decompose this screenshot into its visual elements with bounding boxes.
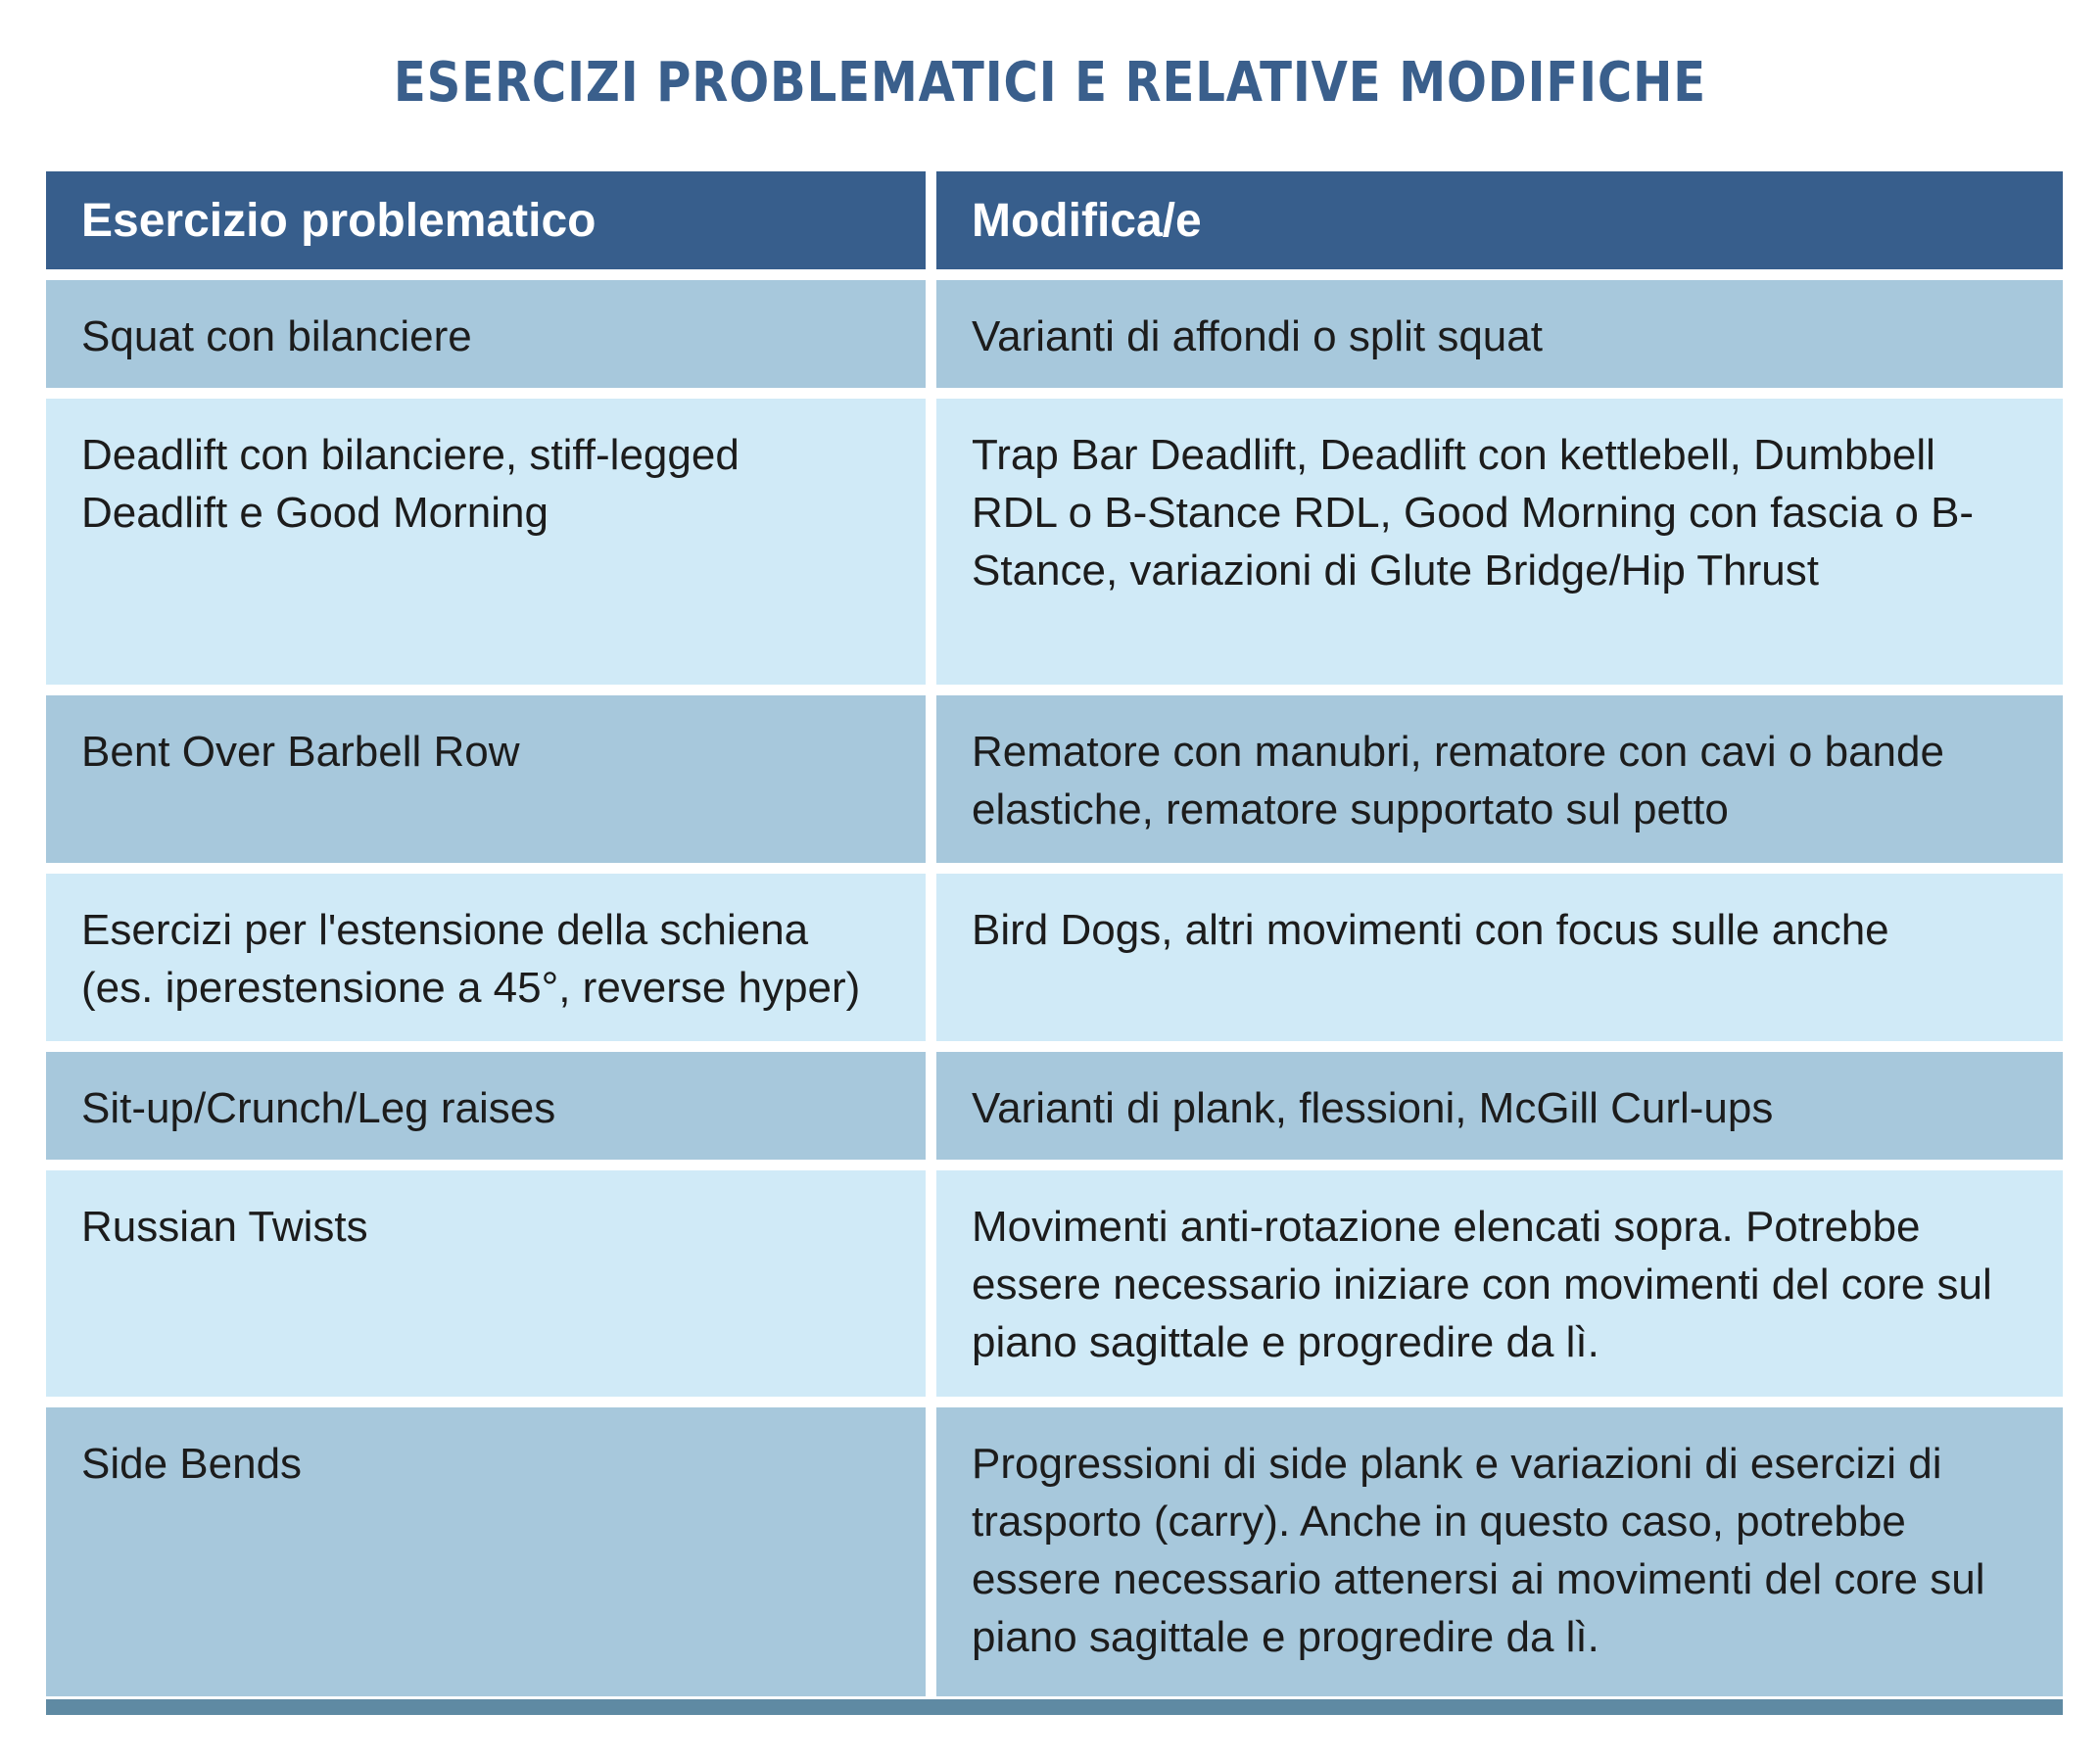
modification-cell: Trap Bar Deadlift, Deadlift con kettlebell, Dumbbell RDL o B-Stance RDL, Good Morning con fascia o B-Stance, variazioni di Glute Bridge/Hip Thrust [936, 399, 2063, 685]
modification-cell: Varianti di plank, flessioni, McGill Curl-ups [936, 1052, 2063, 1160]
modification-cell: Bird Dogs, altri movimenti con focus sulle anche [936, 874, 2063, 1041]
table-row [46, 1170, 2063, 1397]
table-row [46, 1407, 2063, 1696]
table-row [46, 874, 2063, 1041]
table-row [46, 695, 2063, 863]
table-row [46, 280, 2063, 388]
page-title: ESERCIZI PROBLEMATICI E RELATIVE MODIFICHE [393, 51, 1707, 115]
exercise-cell: Bent Over Barbell Row [46, 695, 926, 863]
modification-cell: Rematore con manubri, rematore con cavi o bande elastiche, rematore supportato sul petto [936, 695, 2063, 863]
exercise-cell: Side Bends [46, 1407, 926, 1696]
table-row [46, 1052, 2063, 1160]
modification-cell: Progressioni di side plank e variazioni di esercizi di trasporto (carry). Anche in questo caso, potrebbe essere necessario attenersi ai movimenti del core sul piano sagittale e progredire da lì. [936, 1407, 2063, 1696]
modification-cell: Movimenti anti-rotazione elencati sopra. Potrebbe essere necessario iniziare con movimenti del core sul piano sagittale e progredire da lì. [936, 1170, 2063, 1397]
bottom-divider [46, 1699, 2063, 1715]
exercise-cell: Esercizi per l'estensione della schiena (es. iperestensione a 45°, reverse hyper) [46, 874, 926, 1041]
exercise-table [46, 171, 2063, 1707]
modification-cell: Varianti di affondi o split squat [936, 280, 2063, 388]
header-modification: Modifica/e [936, 171, 2063, 269]
exercise-cell: Russian Twists [46, 1170, 926, 1397]
header-exercise: Esercizio problematico [46, 171, 926, 269]
exercise-cell: Deadlift con bilanciere, stiff-legged Deadlift e Good Morning [46, 399, 926, 685]
exercise-cell: Sit-up/Crunch/Leg raises [46, 1052, 926, 1160]
exercise-cell: Squat con bilanciere [46, 280, 926, 388]
table-row [46, 399, 2063, 685]
table-header-row [46, 171, 2063, 269]
